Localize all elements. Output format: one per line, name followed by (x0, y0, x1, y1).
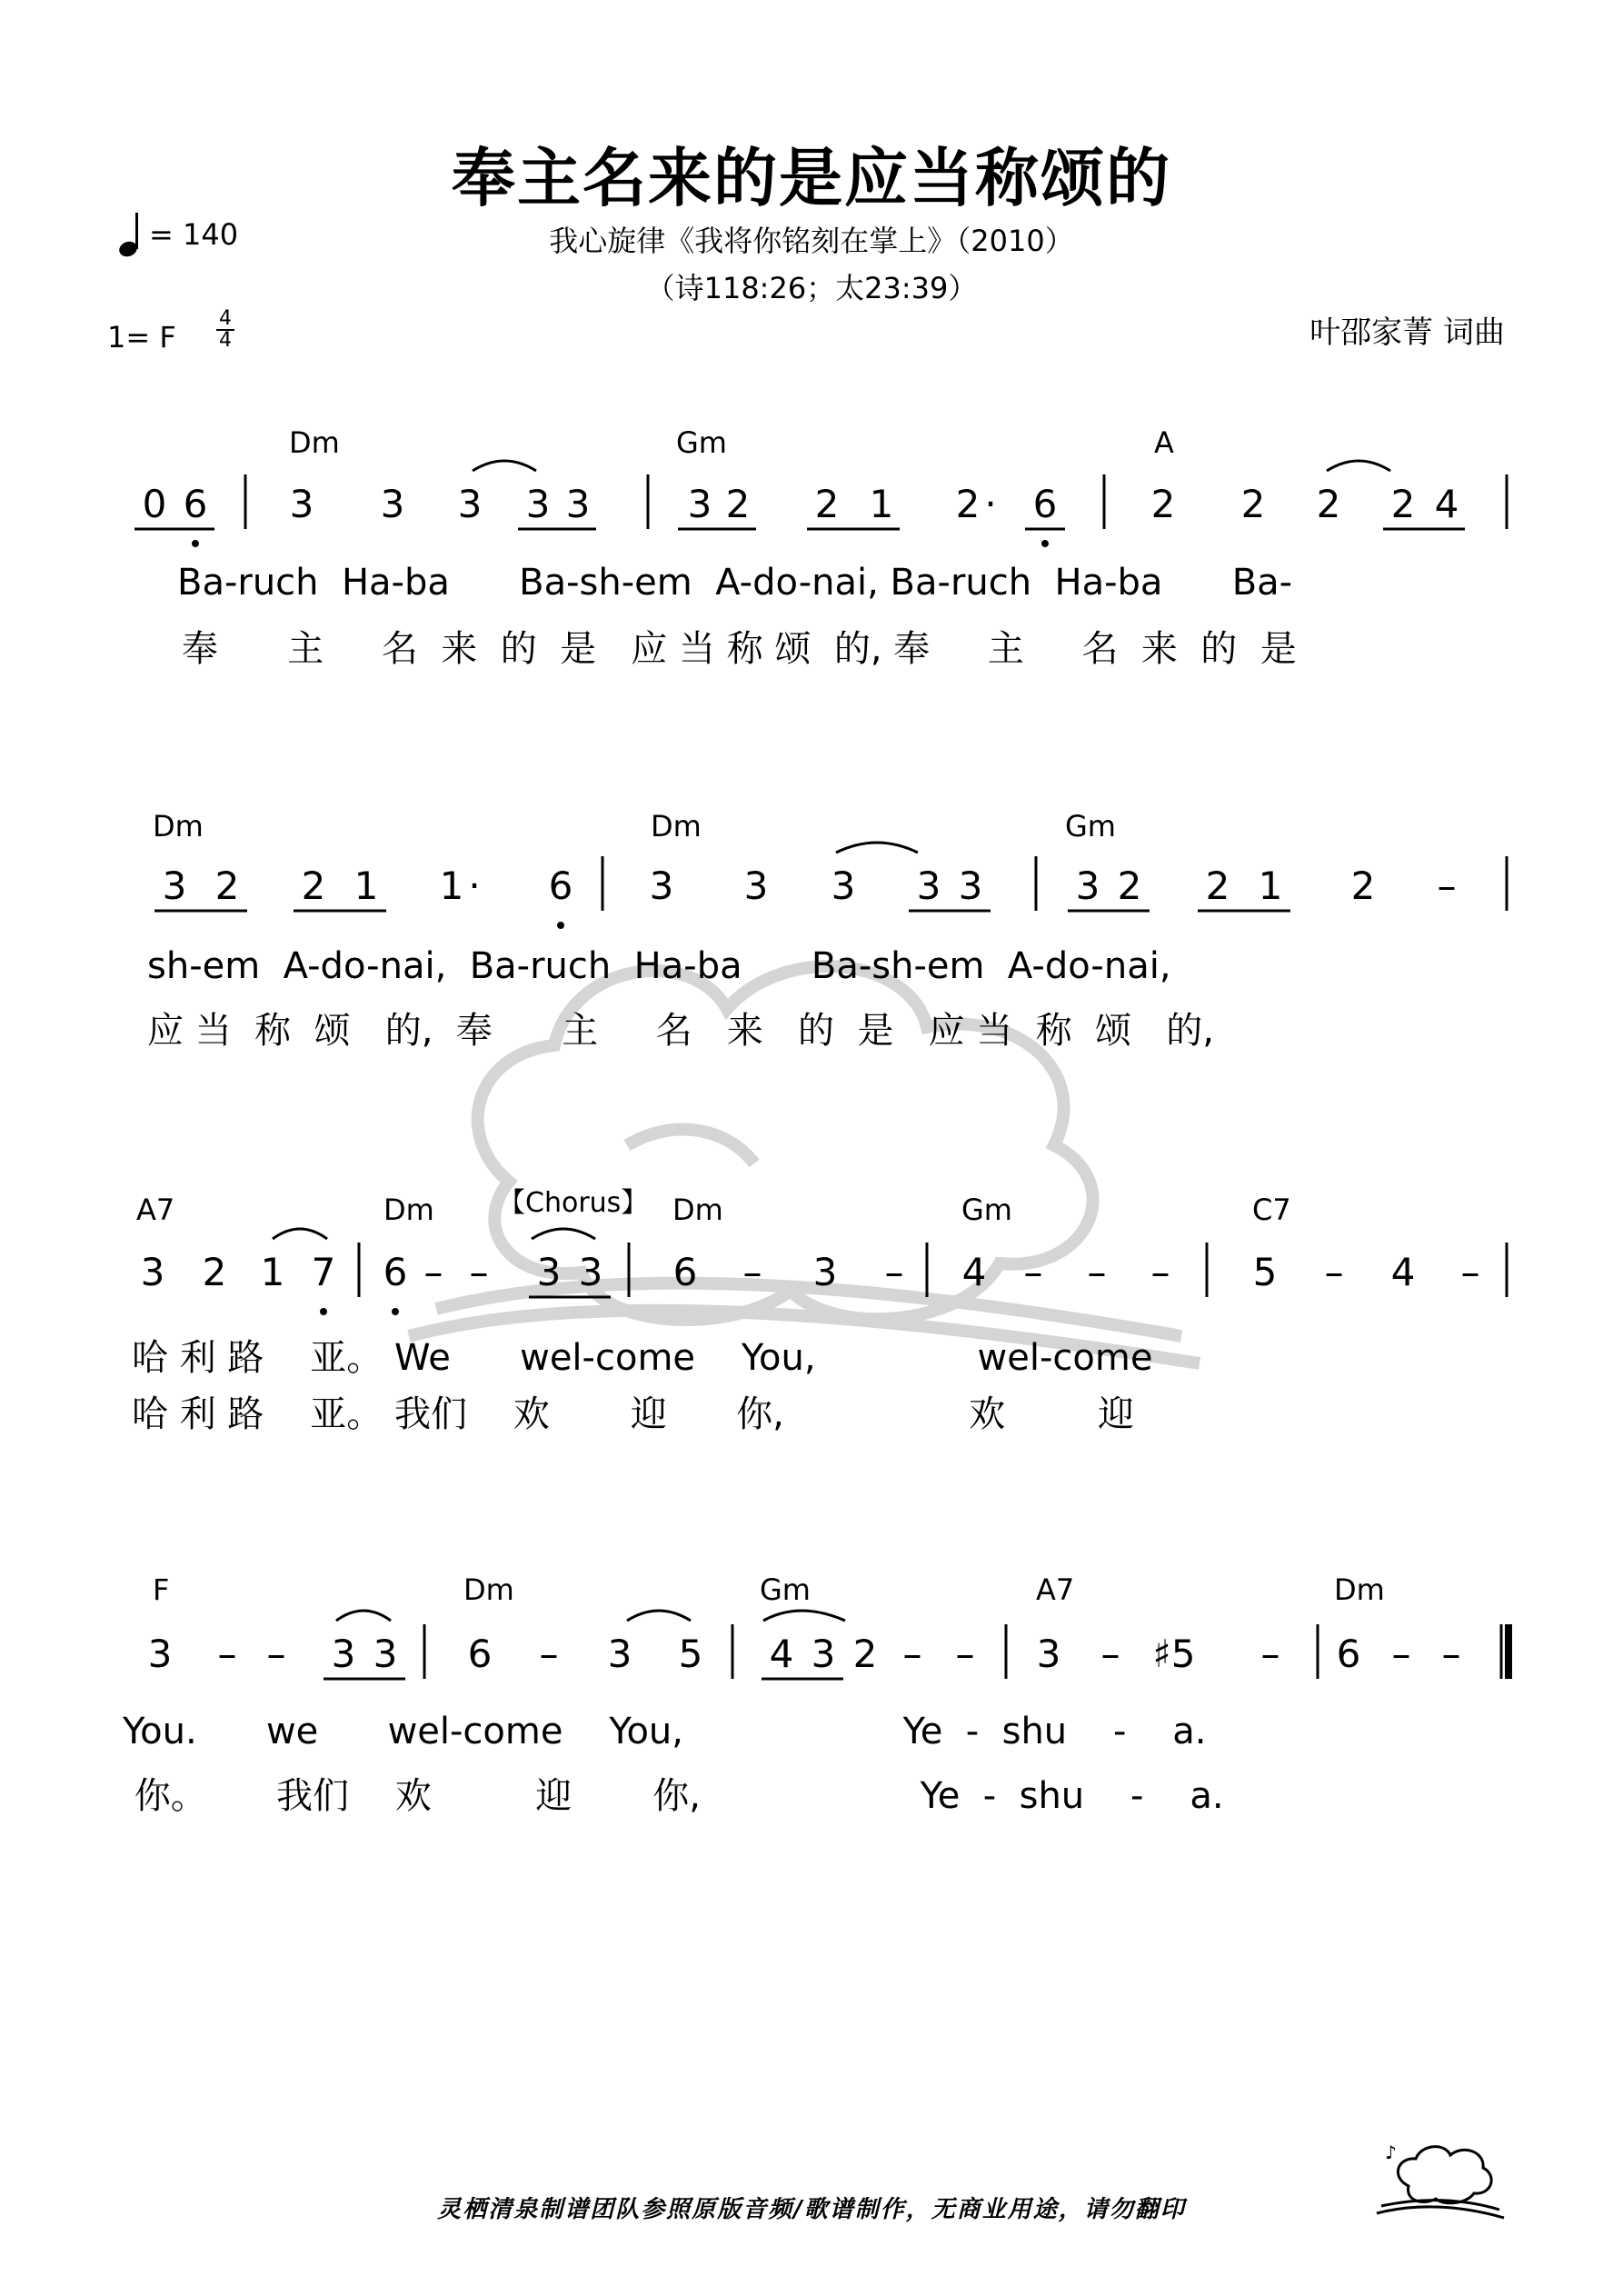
time-sig-top: 4 (219, 307, 232, 330)
key-signature: 1= F (107, 320, 176, 354)
rest-dash: – (423, 1250, 443, 1294)
rest-dash: – (1023, 1250, 1043, 1294)
note: 2 (1390, 482, 1416, 526)
lyrics-english: You. we wel-come You, Ye - shu - a. (123, 1711, 1207, 1752)
rest-dash: – (884, 1250, 904, 1294)
rest-dash: – (1260, 1632, 1280, 1676)
note: 2 (725, 482, 751, 526)
note: 4 (1390, 1250, 1416, 1294)
note: 3 (1036, 1632, 1061, 1676)
chord-label: A7 (136, 1193, 175, 1227)
tempo-marking (118, 211, 238, 258)
note: 6 (183, 482, 208, 526)
note: 2 (1117, 863, 1142, 908)
note: 3 (565, 482, 591, 526)
lyrics-english: Ba-ruch Ha-ba Ba-sh-em A-do-nai, Ba-ruch Ha-ba Ba- (177, 562, 1293, 604)
note: 4 (1434, 482, 1459, 526)
note: 3 (331, 1632, 356, 1676)
chorus-label: 【Chorus】 (498, 1187, 649, 1219)
tempo-value: = 140 (149, 217, 239, 252)
note: 4 (961, 1250, 987, 1294)
rest-dash: – (1100, 1632, 1120, 1676)
note: 3 (811, 1632, 836, 1676)
rest-dash: – (217, 1632, 237, 1676)
author-credit: 叶邵家菁 词曲 (1309, 314, 1505, 351)
chord-label: F (153, 1572, 170, 1607)
rest-dash: – (266, 1632, 286, 1676)
note: 2 (1350, 863, 1376, 908)
note: 6 (467, 1632, 493, 1676)
time-signature (216, 309, 234, 351)
note: 2 (214, 863, 240, 908)
chord-label: Dm (651, 809, 702, 844)
chord-label: Gm (961, 1193, 1012, 1227)
album-subtitle: 我心旋律《我将你铭刻在掌上》（2010） (549, 224, 1074, 258)
note: 3 (831, 863, 856, 908)
rest-dash: – (1150, 1250, 1170, 1294)
note: 3 (916, 863, 941, 908)
note: 3 (457, 482, 483, 526)
chord-label: Gm (760, 1572, 811, 1607)
scripture-reference: （诗118:26；太23:39） (645, 271, 978, 305)
note: 6 (672, 1250, 698, 1294)
chord-label: A (1154, 425, 1174, 460)
note: 3 (380, 482, 405, 526)
time-sig-bottom: 4 (219, 329, 232, 352)
rest-dash: – (1460, 1250, 1480, 1294)
chord-label: Dm (153, 809, 204, 844)
note: 1 (869, 482, 894, 526)
chord-label: Dm (1334, 1572, 1385, 1607)
dot: · (468, 863, 481, 908)
svg-text:♪: ♪ (1385, 2141, 1397, 2163)
note: 2 (1316, 482, 1341, 526)
note: 1 (439, 863, 464, 908)
note: 2 (202, 1250, 227, 1294)
note: 6 (1032, 482, 1058, 526)
rest-dash: – (742, 1250, 762, 1294)
sharp-note: ♯5 (1152, 1632, 1196, 1676)
lyrics-chinese: 你。 我们 欢 迎 你, Ye - shu - a. (123, 1775, 1224, 1817)
song-title: 奉主名来的是应当称颂的 (452, 141, 1171, 215)
note: 3 (687, 482, 712, 526)
rest-dash: – (1391, 1632, 1411, 1676)
note: 2 (1205, 863, 1230, 908)
lyrics-chinese: 哈 利 路 亚。 我们 欢 迎 你, 欢 迎 (132, 1393, 1135, 1435)
note: 3 (162, 863, 187, 908)
note: 0 (142, 482, 167, 526)
footer-notice: 灵栖清泉制谱团队参照原版音频/歌谱制作，无商业用途，请勿翻印 (437, 2196, 1186, 2223)
sheep-logo-icon (1372, 2131, 1508, 2222)
note: 7 (311, 1250, 336, 1294)
chord-label: A7 (1036, 1572, 1075, 1607)
note: 5 (678, 1632, 703, 1676)
rest-dash: – (1437, 863, 1457, 908)
lyrics-english: 哈 利 路 亚。 We wel-come You, wel-come (132, 1337, 1153, 1379)
note: 3 (812, 1250, 838, 1294)
chord-label: Gm (1065, 809, 1116, 844)
chord-label: Gm (676, 425, 727, 460)
note: 3 (649, 863, 674, 908)
note: 3 (147, 1632, 173, 1676)
chord-label: Dm (289, 425, 340, 460)
note: 3 (525, 482, 551, 526)
note: 1 (353, 863, 379, 908)
quarter-note-icon (118, 211, 142, 258)
note: 2 (955, 482, 981, 526)
rest-dash: – (902, 1632, 922, 1676)
lyrics-chinese: 应 当 称 颂 的, 奉 主 名 来 的 是 应 当 称 颂 的, (147, 1010, 1215, 1052)
chord-label: Dm (463, 1572, 514, 1607)
note: 2 (1150, 482, 1176, 526)
note: 2 (1240, 482, 1266, 526)
note: 1 (1258, 863, 1283, 908)
rest-dash: – (469, 1250, 489, 1294)
note: 2 (852, 1632, 878, 1676)
chord-label: C7 (1252, 1193, 1291, 1227)
note: 1 (260, 1250, 285, 1294)
note: 3 (140, 1250, 165, 1294)
note: 5 (1252, 1250, 1278, 1294)
lyrics-chinese: 奉 主 名 来 的 是 应 当 称 颂 的, 奉 主 名 来 的 是 (182, 628, 1297, 670)
rest-dash: – (1324, 1250, 1344, 1294)
lyrics-english: sh-em A-do-nai, Ba-ruch Ha-ba Ba-sh-em A-do-nai, (147, 945, 1171, 987)
chord-label: Dm (383, 1193, 434, 1227)
note: 6 (548, 863, 573, 908)
note: 2 (814, 482, 840, 526)
note: 3 (373, 1632, 398, 1676)
note: 6 (383, 1250, 408, 1294)
note: 3 (1075, 863, 1100, 908)
rest-dash: – (1087, 1250, 1107, 1294)
rest-dash: – (1441, 1632, 1461, 1676)
note: 3 (607, 1632, 632, 1676)
note: 3 (289, 482, 314, 526)
dot: · (984, 482, 997, 526)
note: 6 (1336, 1632, 1361, 1676)
note: 3 (578, 1250, 603, 1294)
note: 4 (769, 1632, 794, 1676)
rest-dash: – (539, 1632, 559, 1676)
chord-label: Dm (672, 1193, 723, 1227)
note: 2 (301, 863, 326, 908)
note: 3 (743, 863, 769, 908)
note: 3 (958, 863, 983, 908)
note: 3 (536, 1250, 562, 1294)
rest-dash: – (955, 1632, 975, 1676)
